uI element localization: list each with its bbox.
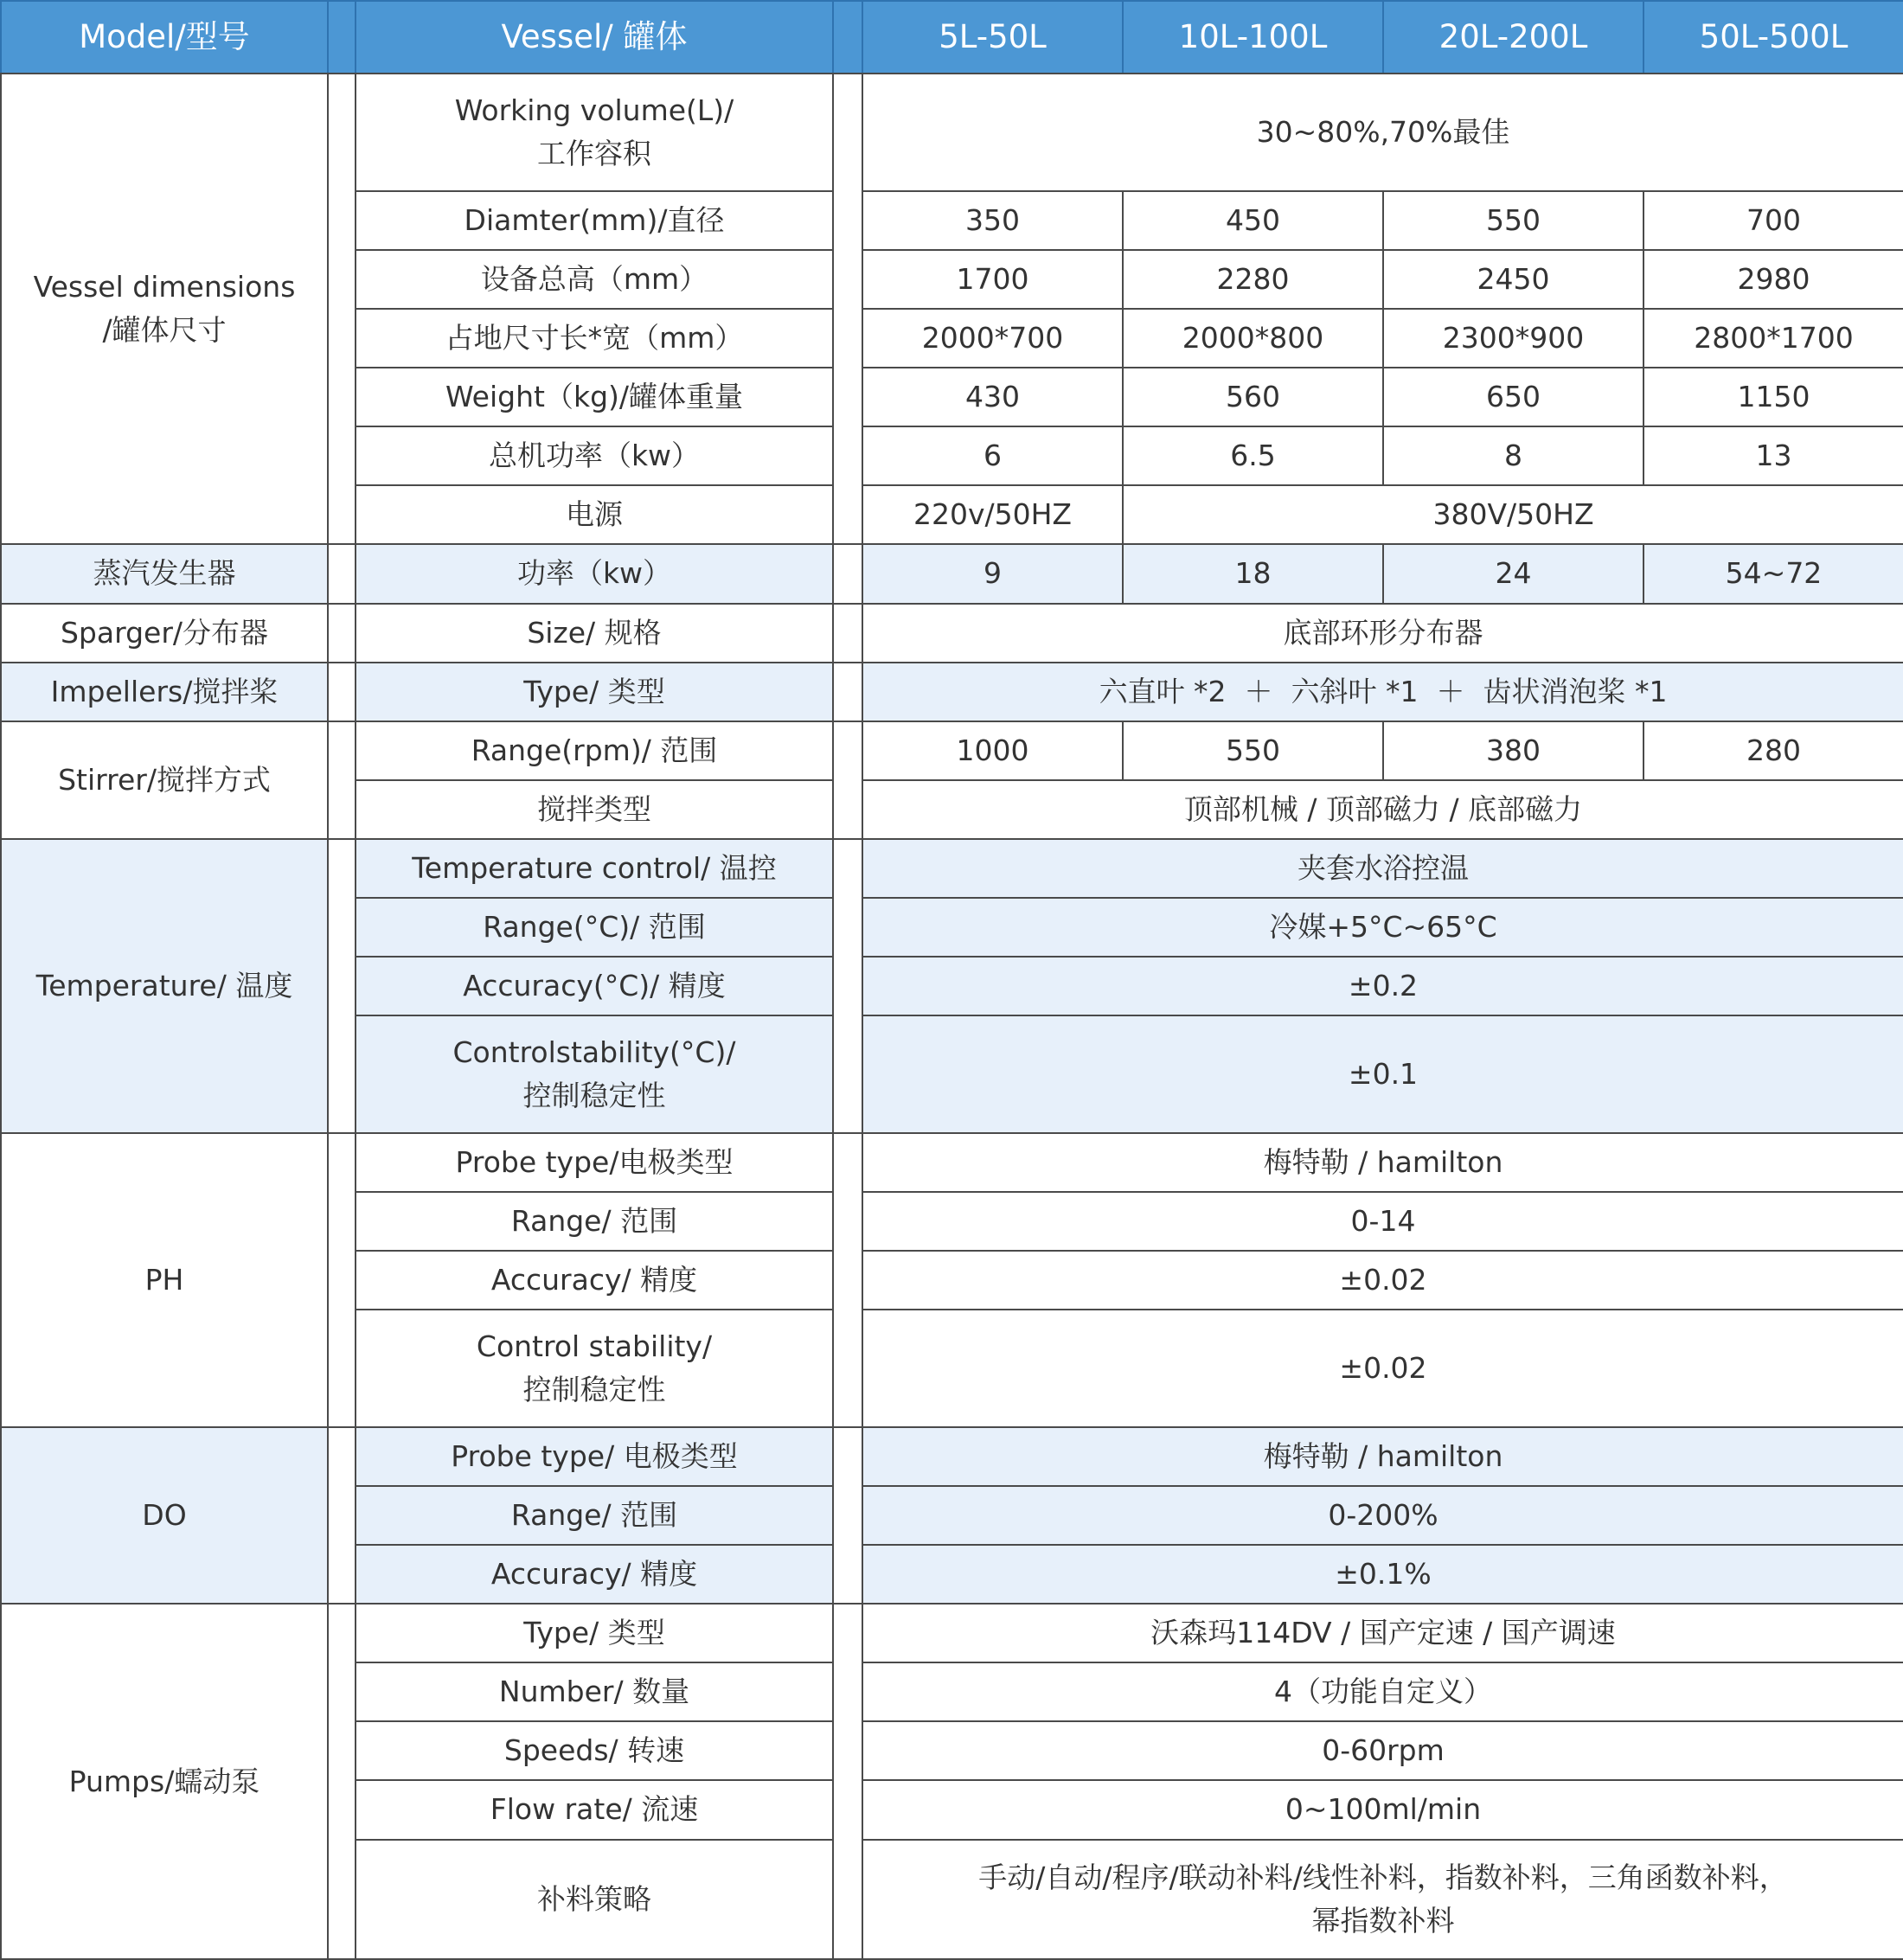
value-cell: 六直叶 *2 ＋ 六斜叶 *1 ＋ 齿状消泡桨 *1 (862, 663, 1903, 721)
table-row (1, 721, 1903, 780)
value-cell: 450 (1123, 191, 1383, 250)
value-cell: 6 (862, 426, 1123, 485)
param-temp-accuracy: Accuracy(°C)/ 精度 (356, 957, 833, 1015)
param-temp-stability (356, 1015, 833, 1133)
param-stirrer-range: Range(rpm)/ 范围 (356, 721, 833, 780)
param-stirrer-type: 搅拌类型 (356, 780, 833, 839)
param-line: Working volume(L)/ (454, 93, 734, 128)
gap-cell (833, 74, 862, 544)
value-cell: ±0.02 (862, 1251, 1903, 1310)
param-pump-speeds: Speeds/ 转速 (356, 1721, 833, 1780)
header-gap (328, 1, 356, 74)
category-line: /罐体尺寸 (102, 313, 227, 348)
value-cell: 350 (862, 191, 1123, 250)
value-cell: 6.5 (1123, 426, 1383, 485)
value-cell: 梅特勒 / hamilton (862, 1133, 1903, 1192)
param-footprint: 占地尺寸长*宽（mm） (356, 309, 833, 368)
category-do: DO (1, 1427, 328, 1604)
param-ph-range: Range/ 范围 (356, 1192, 833, 1251)
value-cell: 8 (1383, 426, 1644, 485)
gap-cell (328, 1133, 356, 1427)
param-power-supply: 电源 (356, 485, 833, 544)
param-do-accuracy: Accuracy/ 精度 (356, 1545, 833, 1604)
param-do-range: Range/ 范围 (356, 1486, 833, 1545)
header-model-2: 10L-100L (1123, 1, 1383, 74)
value-cell: 2000*700 (862, 309, 1123, 368)
value-cell: 13 (1644, 426, 1903, 485)
param-pump-type: Type/ 类型 (356, 1604, 833, 1662)
param-line: Control stability/ (476, 1329, 713, 1364)
value-cell: 1700 (862, 250, 1123, 309)
category-sparger: Sparger/分布器 (1, 604, 328, 663)
gap-cell (328, 721, 356, 839)
value-cell: ±0.1 (862, 1015, 1903, 1133)
category-pumps: Pumps/蠕动泵 (1, 1604, 328, 1959)
value-cell: 650 (1383, 368, 1644, 426)
table-row (1, 544, 1903, 603)
gap-cell (328, 839, 356, 1133)
value-cell: 0-14 (862, 1192, 1903, 1251)
table-row (1, 663, 1903, 721)
param-height: 设备总高（mm） (356, 250, 833, 309)
value-cell: 4（功能自定义） (862, 1662, 1903, 1721)
value-cell: 430 (862, 368, 1123, 426)
value-cell: 54~72 (1644, 544, 1903, 603)
gap-cell (833, 663, 862, 721)
value-cell: 280 (1644, 721, 1903, 780)
value-cell: 0-60rpm (862, 1721, 1903, 1780)
value-cell: 2300*900 (1383, 309, 1644, 368)
gap-cell (833, 1133, 862, 1427)
header-model: Model/型号 (1, 1, 328, 74)
header-model-3: 20L-200L (1383, 1, 1644, 74)
gap-cell (328, 74, 356, 544)
param-do-probe: Probe type/ 电极类型 (356, 1427, 833, 1486)
value-cell: 24 (1383, 544, 1644, 603)
param-line: 控制稳定性 (522, 1078, 666, 1112)
category-temperature: Temperature/ 温度 (1, 839, 328, 1133)
category-steam: 蒸汽发生器 (1, 544, 328, 603)
value-cell: 9 (862, 544, 1123, 603)
param-line: 工作容积 (537, 137, 651, 171)
value-cell: 18 (1123, 544, 1383, 603)
category-vessel-dimensions (1, 74, 328, 544)
value-cell: 380 (1383, 721, 1644, 780)
param-temp-range: Range(°C)/ 范围 (356, 898, 833, 957)
gap-cell (833, 721, 862, 839)
param-sparger-size: Size/ 规格 (356, 604, 833, 663)
header-gap (833, 1, 862, 74)
gap-cell (833, 839, 862, 1133)
header-vessel: Vessel/ 罐体 (356, 1, 833, 74)
gap-cell (833, 1604, 862, 1959)
category-impellers: Impellers/搅拌桨 (1, 663, 328, 721)
gap-cell (328, 663, 356, 721)
gap-cell (833, 604, 862, 663)
table-row (1, 1604, 1903, 1662)
param-steam-power: 功率（kw） (356, 544, 833, 603)
value-cell: 700 (1644, 191, 1903, 250)
gap-cell (328, 604, 356, 663)
value-working-volume: 30~80%,70%最佳 (862, 74, 1903, 191)
header-model-4: 50L-500L (1644, 1, 1903, 74)
category-line: Vessel dimensions (33, 270, 296, 304)
value-cell: 1000 (862, 721, 1123, 780)
value-cell: 底部环形分布器 (862, 604, 1903, 663)
value-cell: 550 (1123, 721, 1383, 780)
param-total-power: 总机功率（kw） (356, 426, 833, 485)
value-cell: 220v/50HZ (862, 485, 1123, 544)
param-working-volume (356, 74, 833, 191)
param-line: Controlstability(°C)/ (452, 1034, 736, 1069)
header-model-1: 5L-50L (862, 1, 1123, 74)
value-line: 手动/自动/程序/联动补料/线性补料，指数补料，三角函数补料， (978, 1860, 1788, 1894)
param-pump-number: Number/ 数量 (356, 1662, 833, 1721)
value-cell: 380V/50HZ (1123, 485, 1903, 544)
value-cell: ±0.1% (862, 1545, 1903, 1604)
gap-cell (328, 1604, 356, 1959)
table-row (1, 1427, 1903, 1486)
value-cell: 梅特勒 / hamilton (862, 1427, 1903, 1486)
param-line: 控制稳定性 (522, 1373, 666, 1407)
param-feed-strategy: 补料策略 (356, 1840, 833, 1959)
category-ph: PH (1, 1133, 328, 1427)
table-row (1, 604, 1903, 663)
value-cell: 夹套水浴控温 (862, 839, 1903, 898)
value-cell: 2980 (1644, 250, 1903, 309)
param-diameter: Diamter(mm)/直径 (356, 191, 833, 250)
value-cell: 560 (1123, 368, 1383, 426)
gap-cell (328, 544, 356, 603)
table-row (1, 74, 1903, 191)
table-row (1, 839, 1903, 898)
value-cell: 2800*1700 (1644, 309, 1903, 368)
param-pump-flow: Flow rate/ 流速 (356, 1780, 833, 1839)
value-cell: 1150 (1644, 368, 1903, 426)
param-ph-probe: Probe type/电极类型 (356, 1133, 833, 1192)
gap-cell (833, 1427, 862, 1604)
value-cell: ±0.2 (862, 957, 1903, 1015)
value-cell: 顶部机械 / 顶部磁力 / 底部磁力 (862, 780, 1903, 839)
gap-cell (833, 544, 862, 603)
param-temp-control: Temperature control/ 温控 (356, 839, 833, 898)
param-ph-accuracy: Accuracy/ 精度 (356, 1251, 833, 1310)
value-cell: 沃森玛114DV / 国产定速 / 国产调速 (862, 1604, 1903, 1662)
value-cell: 冷媒+5°C~65°C (862, 898, 1903, 957)
param-impeller-type: Type/ 类型 (356, 663, 833, 721)
value-cell: 550 (1383, 191, 1644, 250)
param-ph-stability (356, 1310, 833, 1427)
value-cell (862, 1840, 1903, 1959)
value-line: 幂指数补料 (1311, 1903, 1455, 1938)
param-weight: Weight（kg)/罐体重量 (356, 368, 833, 426)
category-stirrer: Stirrer/搅拌方式 (1, 721, 328, 839)
header-row (1, 1, 1903, 74)
table-row (1, 1133, 1903, 1192)
value-cell: ±0.02 (862, 1310, 1903, 1427)
value-cell: 0~100ml/min (862, 1780, 1903, 1839)
gap-cell (328, 1427, 356, 1604)
value-cell: 0-200% (862, 1486, 1903, 1545)
value-cell: 2280 (1123, 250, 1383, 309)
value-cell: 2000*800 (1123, 309, 1383, 368)
value-cell: 2450 (1383, 250, 1644, 309)
